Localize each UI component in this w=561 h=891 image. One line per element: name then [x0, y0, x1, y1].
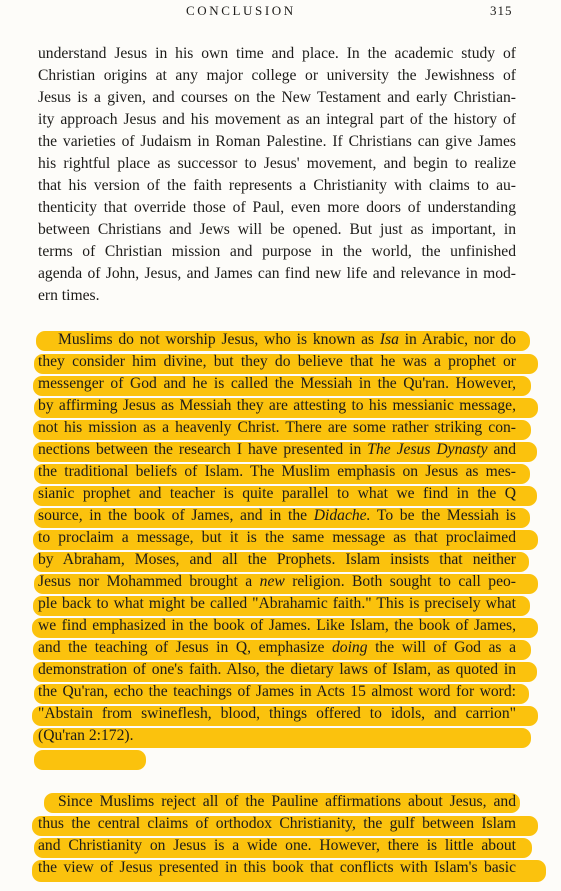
italic-term: new — [259, 573, 285, 590]
text-line: not his mission as a heavenly Christ. There are some rather striking con- — [38, 419, 516, 436]
text-line: ity approach Jesus and his movement as an integral part of the history of — [38, 111, 516, 128]
text-line: by Abraham, Moses, and all the Prophets. Islam insists that neither — [38, 551, 516, 568]
text-line: to proclaim a message, but it is the same message as that proclaimed — [38, 529, 516, 546]
text-line: ern times. — [38, 287, 100, 304]
book-title: The Jesus Dynasty — [367, 441, 488, 458]
text-line: by affirming Jesus as Messiah they are attesting to his messianic message, — [38, 397, 516, 414]
text-line: Jesus nor Mohammed brought a new religion. Both sought to call peo- — [38, 573, 516, 590]
text-line: Muslims do not worship Jesus, who is known as Isa in Arabic, nor do — [58, 331, 516, 348]
text-line: ple back to what might be called "Abrahamic faith." This is precisely what — [38, 595, 516, 612]
highlight-mark — [34, 750, 146, 770]
text-line: source, in the book of James, and in the Didache. To be the Messiah is — [38, 507, 516, 524]
italic-term: doing — [331, 639, 368, 656]
italic-term: Didache. — [313, 507, 371, 524]
text-line: they consider him divine, but they do believe that he was a prophet or — [38, 353, 516, 370]
text-line: nections between the research I have presented in The Jesus Dynasty and — [38, 441, 516, 458]
text-line: the view of Jesus presented in this book that conflicts with Islam's basic — [38, 859, 516, 876]
text-line: terms of Christian mission and purpose in the world, the unfinished — [38, 243, 516, 260]
page-header — [0, 0, 561, 22]
text-line: and Christianity on Jesus is a wide one. However, there is little about — [38, 837, 516, 854]
text-line: agenda of John, Jesus, and James can find new life and relevance in mod- — [38, 265, 516, 282]
text-line: thenticity that override those of Paul, even more doors of understanding — [38, 199, 516, 216]
text-line: thus the central claims of orthodox Christianity, the gulf between Islam — [38, 815, 516, 832]
text-line: Since Muslims reject all of the Pauline affirmations about Jesus, and — [58, 793, 516, 810]
text-line: that his version of the faith represents a Christianity with claims to au- — [38, 177, 516, 194]
text-line: Christian origins at any major college or university the Jewishness of — [38, 67, 516, 84]
text-line: the traditional beliefs of Islam. The Muslim emphasis on Jesus as mes- — [38, 463, 516, 480]
text-line: "Abstain from swineflesh, blood, things offered to idols, and carrion" — [38, 705, 516, 722]
running-head: CONCLUSION — [186, 3, 296, 18]
text-line: understand Jesus in his own time and place. In the academic study of — [38, 45, 516, 62]
text-line: sianic prophet and teacher is quite parallel to what we find in the Q — [38, 485, 516, 502]
text-line: messenger of God and he is called the Messiah in the Qu'ran. However, — [38, 375, 516, 392]
text-line: between Christians and Jews will be opened. But just as important, in — [38, 221, 516, 238]
text-line: Jesus is a given, and courses on the New Testament and early Christian- — [38, 89, 516, 106]
text-line: the varieties of Judaism in Roman Palestine. If Christians can give James — [38, 133, 516, 150]
text-line: the Qu'ran, echo the teachings of James in Acts 15 almost word for word: — [38, 683, 516, 700]
text-line: (Qu'ran 2:172). — [38, 727, 134, 744]
text-line: his rightful place as successor to Jesus' movement, and begin to realize — [38, 155, 516, 172]
page-number: 315 — [490, 3, 513, 18]
text-line: demonstration of one's faith. Also, the dietary laws of Islam, as quoted in — [38, 661, 516, 678]
text-line: we find emphasized in the book of James. Like Islam, the book of James, — [38, 617, 516, 634]
italic-term: Isa — [379, 331, 399, 348]
text-line: and the teaching of Jesus in Q, emphasize doing the will of God as a — [38, 639, 516, 656]
